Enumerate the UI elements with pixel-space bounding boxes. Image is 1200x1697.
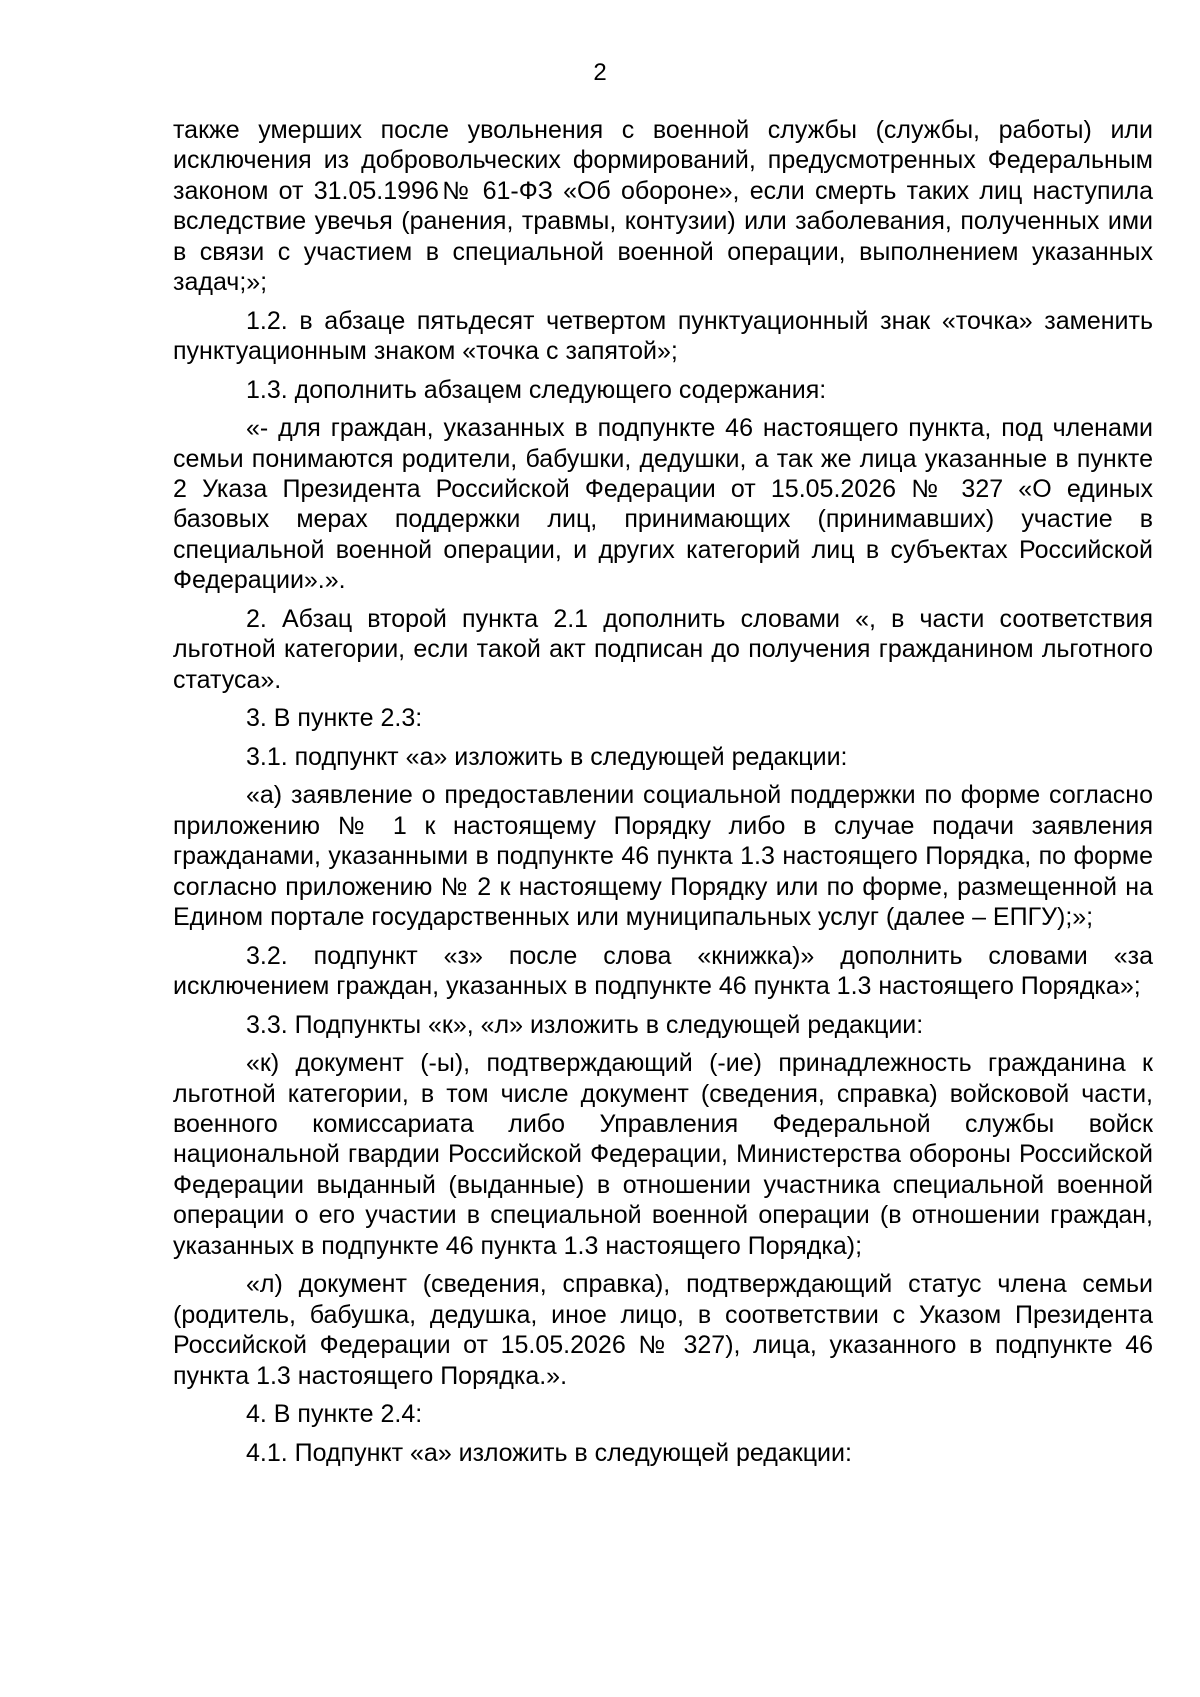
paragraph: 3.2. подпункт «з» после слова «книжка)» дополнить словами «за исключением граждан, указанных в подпункте 46 пункта 1.3 настоящего Порядка»; (173, 941, 1153, 1001)
paragraph: «- для граждан, указанных в подпункте 46 настоящего пункта, под членами семьи понимаются родители, бабушки, дедушки, а так же лица указанные в пункте 2 Указа Президента Российской Федерации от 15.05.2026 № 327 «О единых базовых мерах поддержки лиц, принимающих (принимавших) участие в специальной военной операции, и других категорий лиц в субъектах Российской Федерации».». (173, 414, 1153, 595)
paragraph: 4. В пункте 2.4: (246, 1400, 423, 1429)
paragraph: 4.1. Подпункт «а» изложить в следующей редакции: (246, 1438, 852, 1467)
paragraph: «к) документ (-ы), подтверждающий (-ие) принадлежность гражданина к льготной категории, в том числе документ (сведения, справка) войсковой части, военного комиссариата либо Управления Федеральной службы войск национальной гвардии Российской Федерации, Министерства обороны Российской Федерации выданный (выданные) в отношении участника специальной военной операции о его участии в специальной военной операции (в отношении граждан, указанных в подпункте 46 пункта 1.3 настоящего Порядка); (173, 1049, 1153, 1260)
paragraph: также умерших после увольнения с военной службы (службы, работы) или исключения из добровольческих формирований, предусмотренных Федеральным законом от 31.05.1996№ 61-ФЗ «Об обороне», если смерть таких лиц наступила вследствие увечья (ранения, травмы, контузии) или заболевания, полученных ими в связи с участием в специальной военной операции, выполнением указанных задач;»; (173, 116, 1153, 297)
paragraph: «л) документ (сведения, справка), подтверждающий статус члена семьи (родитель, бабушка, дедушка, иное лицо, в соответствии с Указом Президента Российской Федерации от 15.05.2026 № 327), лица, указанного в подпункте 46 пункта 1.3 настоящего Порядка.». (173, 1270, 1153, 1390)
paragraph: 1.2. в абзаце пятьдесят четвертом пунктуационный знак «точка» заменить пунктуационным знаком «точка с запятой»; (173, 306, 1153, 366)
paragraph: 3. В пункте 2.3: (246, 704, 423, 733)
paragraph: 2. Абзац второй пункта 2.1 дополнить словами «, в части соответствия льготной категории, если такой акт подписан до получения гражданином льготного статуса». (173, 604, 1153, 694)
paragraph: 3.1. подпункт «а» изложить в следующей редакции: (246, 742, 848, 771)
document-body (173, 115, 1153, 1476)
paragraph: 1.3. дополнить абзацем следующего содержания: (246, 375, 827, 404)
paragraph: 3.3. Подпункты «к», «л» изложить в следующей редакции: (246, 1010, 924, 1039)
paragraph: «а) заявление о предоставлении социальной поддержки по форме согласно приложению № 1 к настоящему Порядку либо в случае подачи заявления гражданами, указанными в подпункте 46 пункта 1.3 настоящего Порядка, по форме согласно приложению № 2 к настоящему Порядку или по форме, размещенной на Едином портале государственных или муниципальных услуг (далее – ЕПГУ);»; (173, 781, 1153, 932)
page-number: 2 (593, 59, 607, 86)
